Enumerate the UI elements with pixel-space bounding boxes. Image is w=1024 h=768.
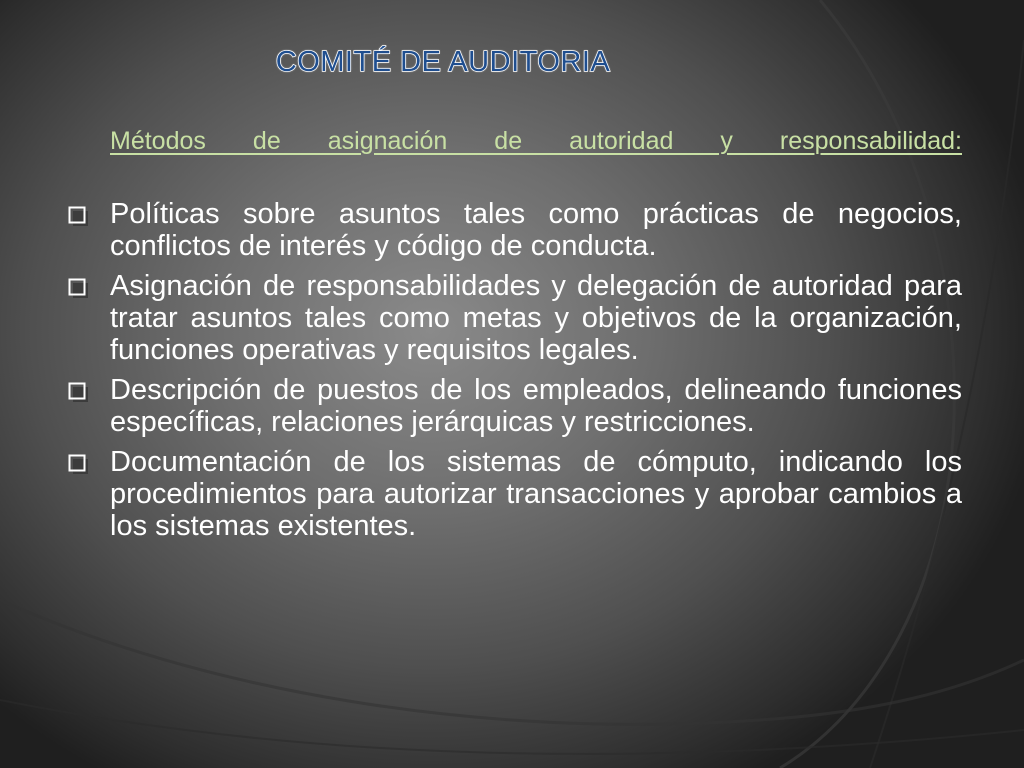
list-item xyxy=(68,270,962,366)
list-item xyxy=(68,374,962,438)
slide-subtitle: Métodos de asignación de autoridad y responsabilidad: xyxy=(110,127,962,155)
bullet-text: Políticas sobre asuntos tales como prácticas de negocios, conflictos de interés y código de conducta. xyxy=(110,198,962,262)
slide-title: COMITÉ DE AUDITORIA xyxy=(275,46,611,78)
checkbox-square-icon xyxy=(68,270,110,300)
list-item xyxy=(68,446,962,542)
checkbox-square-icon xyxy=(68,374,110,404)
checkbox-square-icon xyxy=(68,446,110,476)
bullet-text: Asignación de responsabilidades y delegación de autoridad para tratar asuntos tales como metas y objetivos de la organización, funciones operativas y requisitos legales. xyxy=(110,270,962,366)
bullet-text: Documentación de los sistemas de cómputo, indicando los procedimientos para autorizar transacciones y aprobar cambios a los sistemas existentes. xyxy=(110,446,962,542)
list-item xyxy=(68,198,962,262)
bullet-list xyxy=(68,198,962,550)
checkbox-square-icon xyxy=(68,198,110,228)
bullet-text: Descripción de puestos de los empleados, delineando funciones específicas, relaciones jerárquicas y restricciones. xyxy=(110,374,962,438)
